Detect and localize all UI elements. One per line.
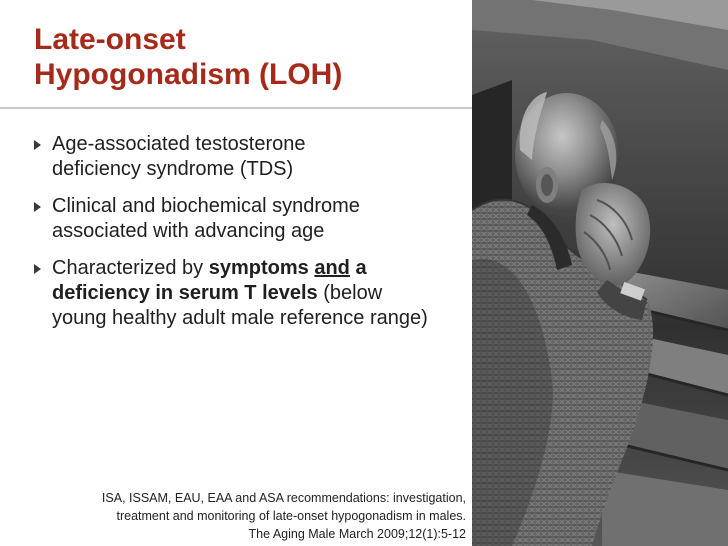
bullet-arrow-icon — [34, 202, 41, 212]
bullet-arrow-icon — [34, 264, 41, 274]
bullet-1-line-1: Age-associated testosterone — [52, 133, 306, 155]
title-line-1: Late-onset — [34, 23, 186, 56]
citation-line-1: ISA, ISSAM, EAU, EAA and ASA recommendations: investigation, — [101, 491, 466, 505]
bullet-3-bold-and: and — [314, 257, 350, 279]
citation-line-3: The Aging Male March 2009;12(1):5-12 — [248, 527, 466, 541]
bullet-3-bold-symptoms: symptoms — [208, 257, 315, 279]
bullet-3-lead: Characterized by — [52, 257, 209, 279]
bullet-2-line-2: associated with advancing age — [52, 220, 325, 242]
citation-line-2: treatment and monitoring of late-onset hypogonadism in males. — [116, 509, 466, 523]
elderly-man-photo — [472, 0, 728, 546]
title-line-2: Hypogonadism (LOH) — [34, 58, 343, 91]
bullet-list — [34, 132, 434, 343]
bullet-3-tail: (below young healthy adult male reference range) — [52, 282, 428, 329]
citation — [60, 489, 466, 543]
photo-illustration — [472, 0, 728, 546]
bullet-2-line-1: Clinical and biochemical syndrome — [52, 195, 360, 217]
bullet-item-3 — [34, 256, 434, 331]
bullet-item-1 — [34, 132, 434, 182]
bullet-arrow-icon — [34, 140, 41, 150]
title-divider — [0, 107, 472, 109]
bullet-item-2 — [34, 194, 434, 244]
bullet-3-bold-deficiency: a deficiency in serum T levels — [52, 257, 367, 304]
slide-title — [34, 22, 464, 92]
bullet-1-line-2: deficiency syndrome (TDS) — [52, 158, 294, 180]
